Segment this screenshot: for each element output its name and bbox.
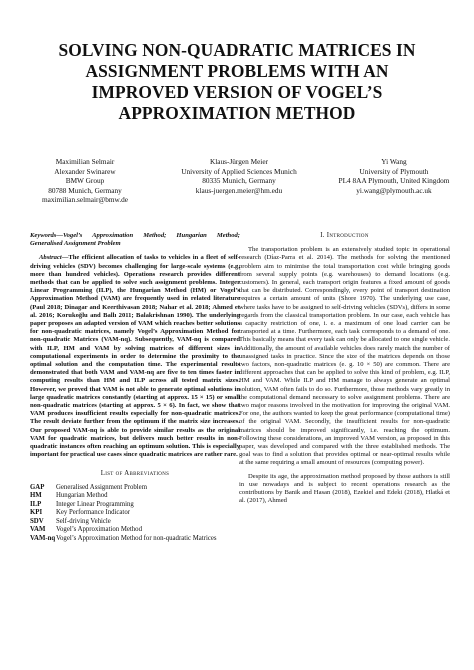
abstract-head: Abstract <box>39 254 62 262</box>
author-email: maximilian.selmair@bmw.de <box>41 195 129 205</box>
abbreviation-key: SDV <box>30 517 44 525</box>
title-line: ASSIGNMENT PROBLEMS WITH AN <box>85 61 389 81</box>
author-3 <box>330 157 458 195</box>
abbreviation-item <box>30 501 240 510</box>
abbreviation-value: Key Performance Indicator <box>56 509 130 517</box>
author-address: 80335 Munich, Germany <box>202 176 276 186</box>
author-name: Yi Wang <box>381 157 407 166</box>
abbreviation-value: Vogel’s Approximation Method for non-quadratic Matrices <box>56 534 217 542</box>
abbreviation-item <box>30 535 240 544</box>
introduction-paragraph: Despite its age, the approximation method proposed by those authors is still in use nowadays and is subject to recent operations research as the contributions by Banik and Hasan (2018), Ezekiel and Edeki (2018), Hlatká et al. (2017), Ahmed <box>239 472 450 505</box>
abbreviation-value: Integer Linear Programming <box>56 500 134 508</box>
abbreviation-value: Self-driving Vehicle <box>56 517 111 525</box>
keywords-text: —Vogel’s Approximation Method; Hungarian Method; Generalised Assignment Problem <box>30 232 240 248</box>
abbreviation-key: HM <box>30 492 42 500</box>
author-address: PL4 8AA Plymouth, United Kingdom <box>338 176 450 186</box>
abbreviation-key: VAM-nq <box>30 534 56 542</box>
author-affiliation: BMW Group <box>65 176 105 186</box>
abbreviation-item <box>30 526 240 535</box>
author-name: Alexander Swinarew <box>54 166 116 176</box>
abbreviation-key: GAP <box>30 483 45 491</box>
abbreviation-item <box>30 509 240 518</box>
abbreviation-item <box>30 484 240 493</box>
author-1 <box>30 157 140 205</box>
abbreviation-value: Hungarian Method <box>56 492 108 500</box>
author-name: Maximilian Selmair <box>55 157 115 166</box>
keywords-head: Keywords <box>30 232 57 239</box>
introduction-title: I. Introduction <box>320 232 369 239</box>
introduction-paragraph: The transportation problem is an extensively studied topic in operational research (Díaz-Parra et al. 2014). The methods for solving the mentioned problem aim to minimise the total transportation cost while bringing goods from several supply points (e.g. warehouses) to demand locations (e.g. customers). In general, each transport origin features a fixed amount of goods that can be distributed. Correspondingly, every point of transport destination requires a certain amount of units (Shore 1970). The underlying use case, where tasks have to be assigned to self-driving vehicles (SDVs), differs in some regards from the classical transportation problem. In our case, each vehicle has a capacity restriction of one, i. e. a maximum of one load carrier can be transported at a time. Furthermore, each task corresponds to a demand of one. This basically means that every task can only be allocated to one single vehicle. Additionally, the amount of available vehicles does rarely match the number of unassigned tasks in practice. Since the size of the matrices depends on those two factors, non-quadratic matrices (e. g. 10 × 50) are common. There are different approaches that can be applied to solve this kind of problem, e.g. ILP, HM and VAM. While ILP and HM manage to always generate an optimal solution, VAM often fails to do so. Furthermore, those methods vary greatly in the computational demand necessary to solve assignment problems. There are two major reasons involved in the motivation for improving the original VAM. For one, the authors wanted to keep the great performance (computational time) of the original VAM. Secondly, the insufficient results for non-quadratic matrices should be improved significantly, i.e. reaching the optimum. Following these considerations, an improved VAM version, as proposed in this paper, was developed and compared with the three established methods. The goal was to find a solution that provides optimal or near-optimal results while at the same requiring a small amount of resources (computing power). <box>239 246 451 467</box>
abbreviation-key: ILP <box>30 500 42 508</box>
author-block <box>0 157 474 217</box>
abbreviation-key: KPI <box>30 509 43 517</box>
abbreviations-list <box>30 484 240 544</box>
abbreviations-title: List of Abbreviations <box>100 470 170 478</box>
title-line: IMPROVED VERSION OF VOGEL’S <box>91 82 383 102</box>
abstract-text: —The efficient allocation of tasks to vehicles in a fleet of self-driving vehicles (SDV) becomes challenging for large-scale systems (e.g. more than hundred vehicles). Operations research provides different methods that can be applied to solve such assignment problems. Integer Linear Programming (ILP), the Hungarian Method (HM) or Vogel’s Approximation Method (VAM) are frequently used in related literature (Paul 2018; Dinagar and Keerthivasan 2018; Nahar et al. 2018; Ahmed et al. 2016; Korukoğlu and Ballı 2011; Balakrishnan 1990). The underlying paper proposes an adapted version of VAM which reaches better solutions for non-quadratic matrices, namely Vogel’s Approximation Method for non-quadratic Matrices (VAM-nq). Subsequently, VAM-nq is compared with ILP, HM and VAM by solving matrices of different sizes in computational experiments in order to determine the proximity to the optimal solution and the computation time. The experimental results demonstrated that both VAM and VAM-nq are five to ten times faster in computing results than HM and ILP across all tested matrix sizes. However, we proved that VAM is not able to generate optimal solutions in large quadratic matrices constantly (starting at approx. 15 × 15) or small non-quadratic matrices (starting at approx. 5 × 6). In fact, we show that VAM produces insufficient results especially for non-quadratic matrices. The result deviate further from the optimum if the matrix size increases. Our proposed VAM-nq is able to provide similar results as the original VAM for quadratic matrices, but delivers much better results in non-quadratic instances often reaching an optimum solution. This is especially important for practical use cases since quadratic matrices are rather rare. <box>30 254 240 459</box>
author-affiliation: University of Applied Sciences Munich <box>181 166 297 176</box>
author-email: klaus-juergen.meier@hm.edu <box>195 185 283 195</box>
keywords <box>30 232 240 248</box>
left-column <box>30 232 240 543</box>
right-column <box>239 232 450 506</box>
author-name: Klaus-Jürgen Meier <box>209 157 269 166</box>
title-line: APPROXIMATION METHOD <box>118 103 356 123</box>
abbreviation-value: Vogel’s Approximation Method <box>56 526 142 534</box>
abbreviation-value: Generalised Assignment Problem <box>56 483 147 491</box>
title-line: SOLVING NON-QUADRATIC MATRICES IN <box>58 40 416 60</box>
author-affiliation: University of Plymouth <box>359 166 429 176</box>
author-address: 80788 Munich, Germany <box>48 185 122 195</box>
paper-title <box>20 40 454 124</box>
author-2 <box>164 157 314 195</box>
abbreviation-item <box>30 492 240 501</box>
abbreviation-item <box>30 518 240 527</box>
author-email: yi.wang@plymouth.ac.uk <box>356 185 432 195</box>
abstract <box>30 254 240 459</box>
abbreviation-key: VAM <box>30 526 46 534</box>
